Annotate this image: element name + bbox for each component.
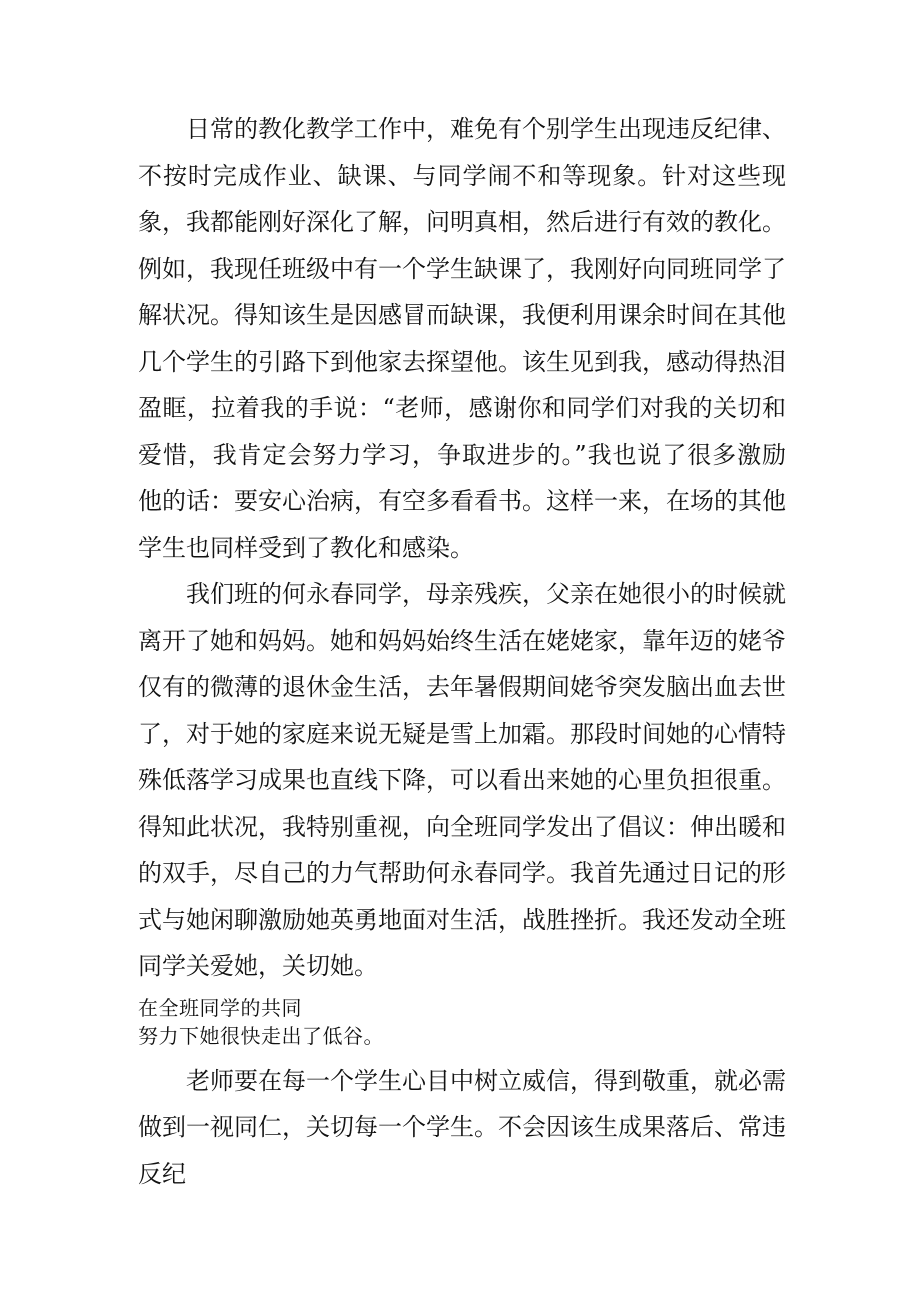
paragraph-2: 我们班的何永春同学，母亲残疾，父亲在她很小的时候就离开了她和妈妈。她和妈妈始终生活在姥姥家，靠年迈的姥爷仅有的微薄的退休金生活，去年暑假期间姥爷突发脑出血去世了，对于她的家庭来说无疑是雪上加霜。那段时间她的心情特殊低落学习成果也直线下降，可以看出来她的心里负担很重。得知此状况，我特别重视，向全班同学发出了倡议：伸出暖和的双手，尽自己的力气帮助何永春同学。我首先通过日记的形式与她闲聊激励她英勇地面对生活，战胜挫折。我还发动全班同学关爱她，关切她。 [138, 580, 786, 980]
plain-line-2: 努力下她很快走出了低谷。 [138, 1023, 384, 1048]
plain-line-1: 在全班同学的共同 [138, 995, 302, 1020]
document-body [138, 106, 786, 1197]
paragraph-3: 老师要在每一个学生心目中树立威信，得到敬重，就必需做到一视同仁，关切每一个学生。不会因该生成果落后、常违反纪 [138, 1066, 786, 1188]
paragraph-1: 日常的教化教学工作中，难免有个别学生出现违反纪律、不按时完成作业、缺课、与同学闹不和等现象。针对这些现象，我都能刚好深化了解，问明真相，然后进行有效的教化。例如，我现任班级中有一个学生缺课了，我刚好向同班同学了解状况。得知该生是因感冒而缺课，我便利用课余时间在其他几个学生的引路下到他家去探望他。该生见到我，感动得热泪盈眶，拉着我的手说：“老师，感谢你和同学们对我的关切和爱惜，我肯定会努力学习，争取进步的。”我也说了很多激励他的话：要安心治病，有空多看看书。这样一来，在场的其他学生也同样受到了教化和感染。 [138, 115, 786, 562]
